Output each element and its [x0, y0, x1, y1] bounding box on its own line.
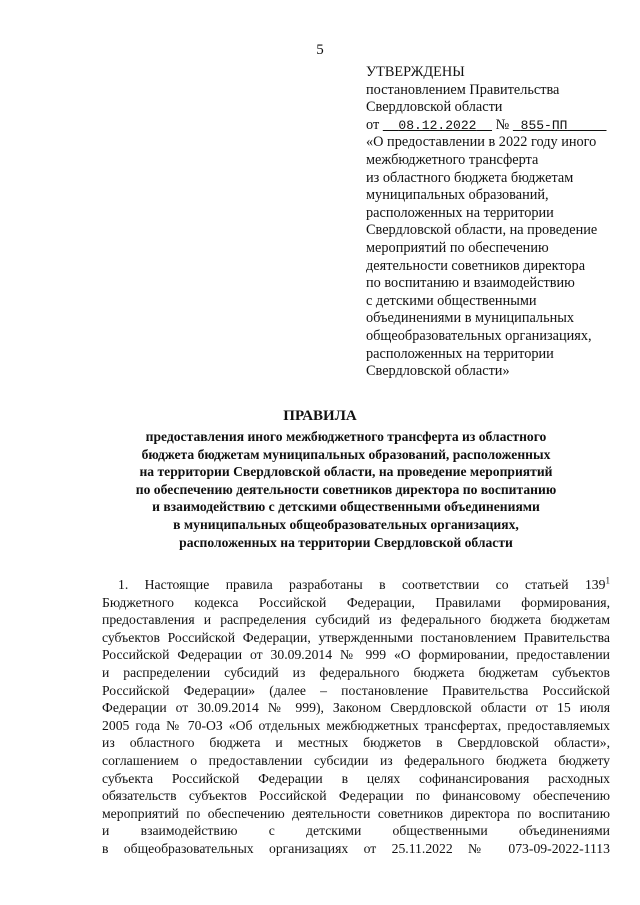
approval-subject-line: Свердловской области» [366, 363, 510, 380]
paragraph-1 [102, 576, 610, 858]
approval-subject-line: муниципальных образований, [366, 187, 549, 204]
approval-subject-line: с детскими общественными [366, 292, 537, 309]
subtitle-line: и взаимодействию с детскими общественными объединениями [152, 499, 540, 515]
paragraph-line: Российской Федерации от 30.09.2014 № 999 «О формировании, предоставлении [102, 647, 610, 663]
subtitle-line: бюджета бюджетам муниципальных образований, расположенных [141, 446, 551, 462]
approval-subject-line: расположенных на территории [366, 345, 554, 362]
paragraph-line: обязательств субъектов Российской Федерации по финансовому обеспечению [102, 788, 610, 804]
approval-subject-line: «О предоставлении в 2022 году иного [366, 134, 597, 151]
subtitle-line: на территории Свердловской области, на проведение мероприятий [139, 464, 553, 480]
subtitle-line: расположенных на территории Свердловской области [179, 534, 513, 550]
approval-line-2: Свердловской области [366, 99, 503, 116]
paragraph-line: соглашением о предоставлении субсидии из федерального бюджета бюджету [102, 752, 610, 768]
paragraph-line: Российской Федерации» (далее – постановление Правительства Российской [102, 682, 610, 698]
approval-block [366, 64, 626, 381]
paragraph-line: предоставления и распределения субсидий из федерального бюджета бюджетам [102, 612, 610, 628]
paragraph-line: и взаимодействию с детскими общественными объединениями [102, 823, 610, 839]
paragraph-line: 2005 года № 70-ОЗ «Об отдельных межбюджетных трансфертах, предоставляемых [102, 717, 610, 733]
paragraph-line: в общеобразовательных организациях от 25.11.2022 № 073-09-2022-1113 [102, 840, 610, 856]
approval-subject-line: из областного бюджета бюджетам [366, 169, 574, 186]
page-number: 5 [316, 42, 324, 58]
approval-subject-line: деятельности советников директора [366, 257, 586, 274]
superscript: 1 [605, 575, 610, 586]
paragraph-line: субъекта Российской Федерации в целях софинансирования расходных [102, 770, 610, 786]
approval-date: 08.12.2022 [398, 117, 477, 133]
document-title: ПРАВИЛА [283, 408, 357, 424]
approval-subject-line: мероприятий по обеспечению [366, 239, 549, 256]
approval-date-line [366, 117, 626, 135]
approval-heading: УТВЕРЖДЕНЫ [366, 64, 465, 80]
number-sign: № [495, 116, 510, 133]
paragraph-line: Федерации от 30.09.2014 № 999), Законом Свердловской области от 15 июля [102, 700, 610, 716]
approval-line-1: постановлением Правительства [366, 81, 560, 98]
paragraph-line: и распределении субсидий из федерального бюджета бюджетам субъектов [102, 664, 610, 680]
subtitle-line: по обеспечению деятельности советников директора по воспитанию [135, 481, 557, 497]
paragraph-line: субъектов Российской Федерации, утвержденными постановлением Правительства [102, 629, 610, 645]
date-prefix: от [366, 116, 380, 133]
approval-subject-line: расположенных на территории [366, 204, 554, 221]
paragraph-line: Бюджетного кодекса Российской Федерации, Правилами формирования, [102, 594, 610, 610]
approval-subject-line: общеобразовательных организациях, [366, 327, 592, 344]
paragraph-line: из областного бюджета и местных бюджетов в Свердловской области», [102, 735, 610, 751]
approval-subject-line: межбюджетного трансферта [366, 151, 539, 168]
paragraph-line: мероприятий по обеспечению деятельности советников директора по воспитанию [102, 805, 610, 821]
subtitle-line: предоставления иного межбюджетного трансферта из областного [145, 429, 547, 444]
approval-subject-line: Свердловской области, на проведение [366, 222, 598, 239]
approval-subject-line: по воспитанию и взаимодействию [366, 275, 575, 292]
paragraph-line: 1. Настоящие правила разработаны в соответствии со статьей $139^1$ [118, 575, 610, 592]
document-subtitle [96, 428, 596, 551]
subtitle-line: в муниципальных общеобразовательных организациях, [173, 516, 519, 532]
approval-number: 855-ПП [520, 117, 568, 133]
approval-subject-line: объединениями в муниципальных [366, 310, 574, 327]
